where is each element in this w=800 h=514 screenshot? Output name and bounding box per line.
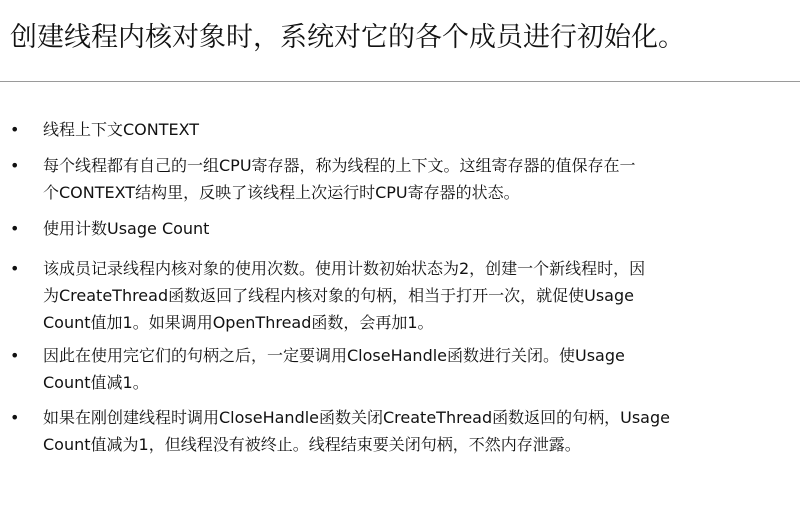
bullet-text: 每个线程都有自己的一组CPU寄存器，称为线程的上下文。这组寄存器的值保存在一 个CONTEXT结构里，反映了该线程上次运行时CPU寄存器的状态。	[43, 156, 636, 202]
title-divider	[0, 81, 800, 82]
bullet-icon: •	[10, 219, 20, 238]
bullet-text: 该成员记录线程内核对象的使用次数。使用计数初始状态为2，创建一个新线程时，因 为CreateThread函数返回了线程内核对象的句柄，相当于打开一次，就促使Usage Count值加1。如果调用OpenThread函数，会再加1。	[43, 259, 646, 332]
bullet-icon: •	[10, 408, 20, 427]
bullet-icon: •	[10, 120, 20, 139]
bullet-text: 因此在使用完它们的句柄之后，一定要调用CloseHandle函数进行关闭。使Usage Count值减1。	[43, 346, 625, 392]
bullet-icon: •	[10, 259, 20, 278]
bullet-text: 如果在刚创建线程时调用CloseHandle函数关闭CreateThread函数返回的句柄，Usage Count值减为1，但线程没有被终止。线程结束要关闭句柄，不然内存泄露。	[43, 408, 670, 454]
bullet-icon: •	[10, 156, 20, 175]
slide-title: 创建线程内核对象时，系统对它的各个成员进行初始化。	[10, 22, 685, 53]
bullet-icon: •	[10, 346, 20, 365]
bullet-text: 线程上下文CONTEXT	[43, 120, 200, 139]
bullet-text: 使用计数Usage Count	[43, 219, 210, 238]
